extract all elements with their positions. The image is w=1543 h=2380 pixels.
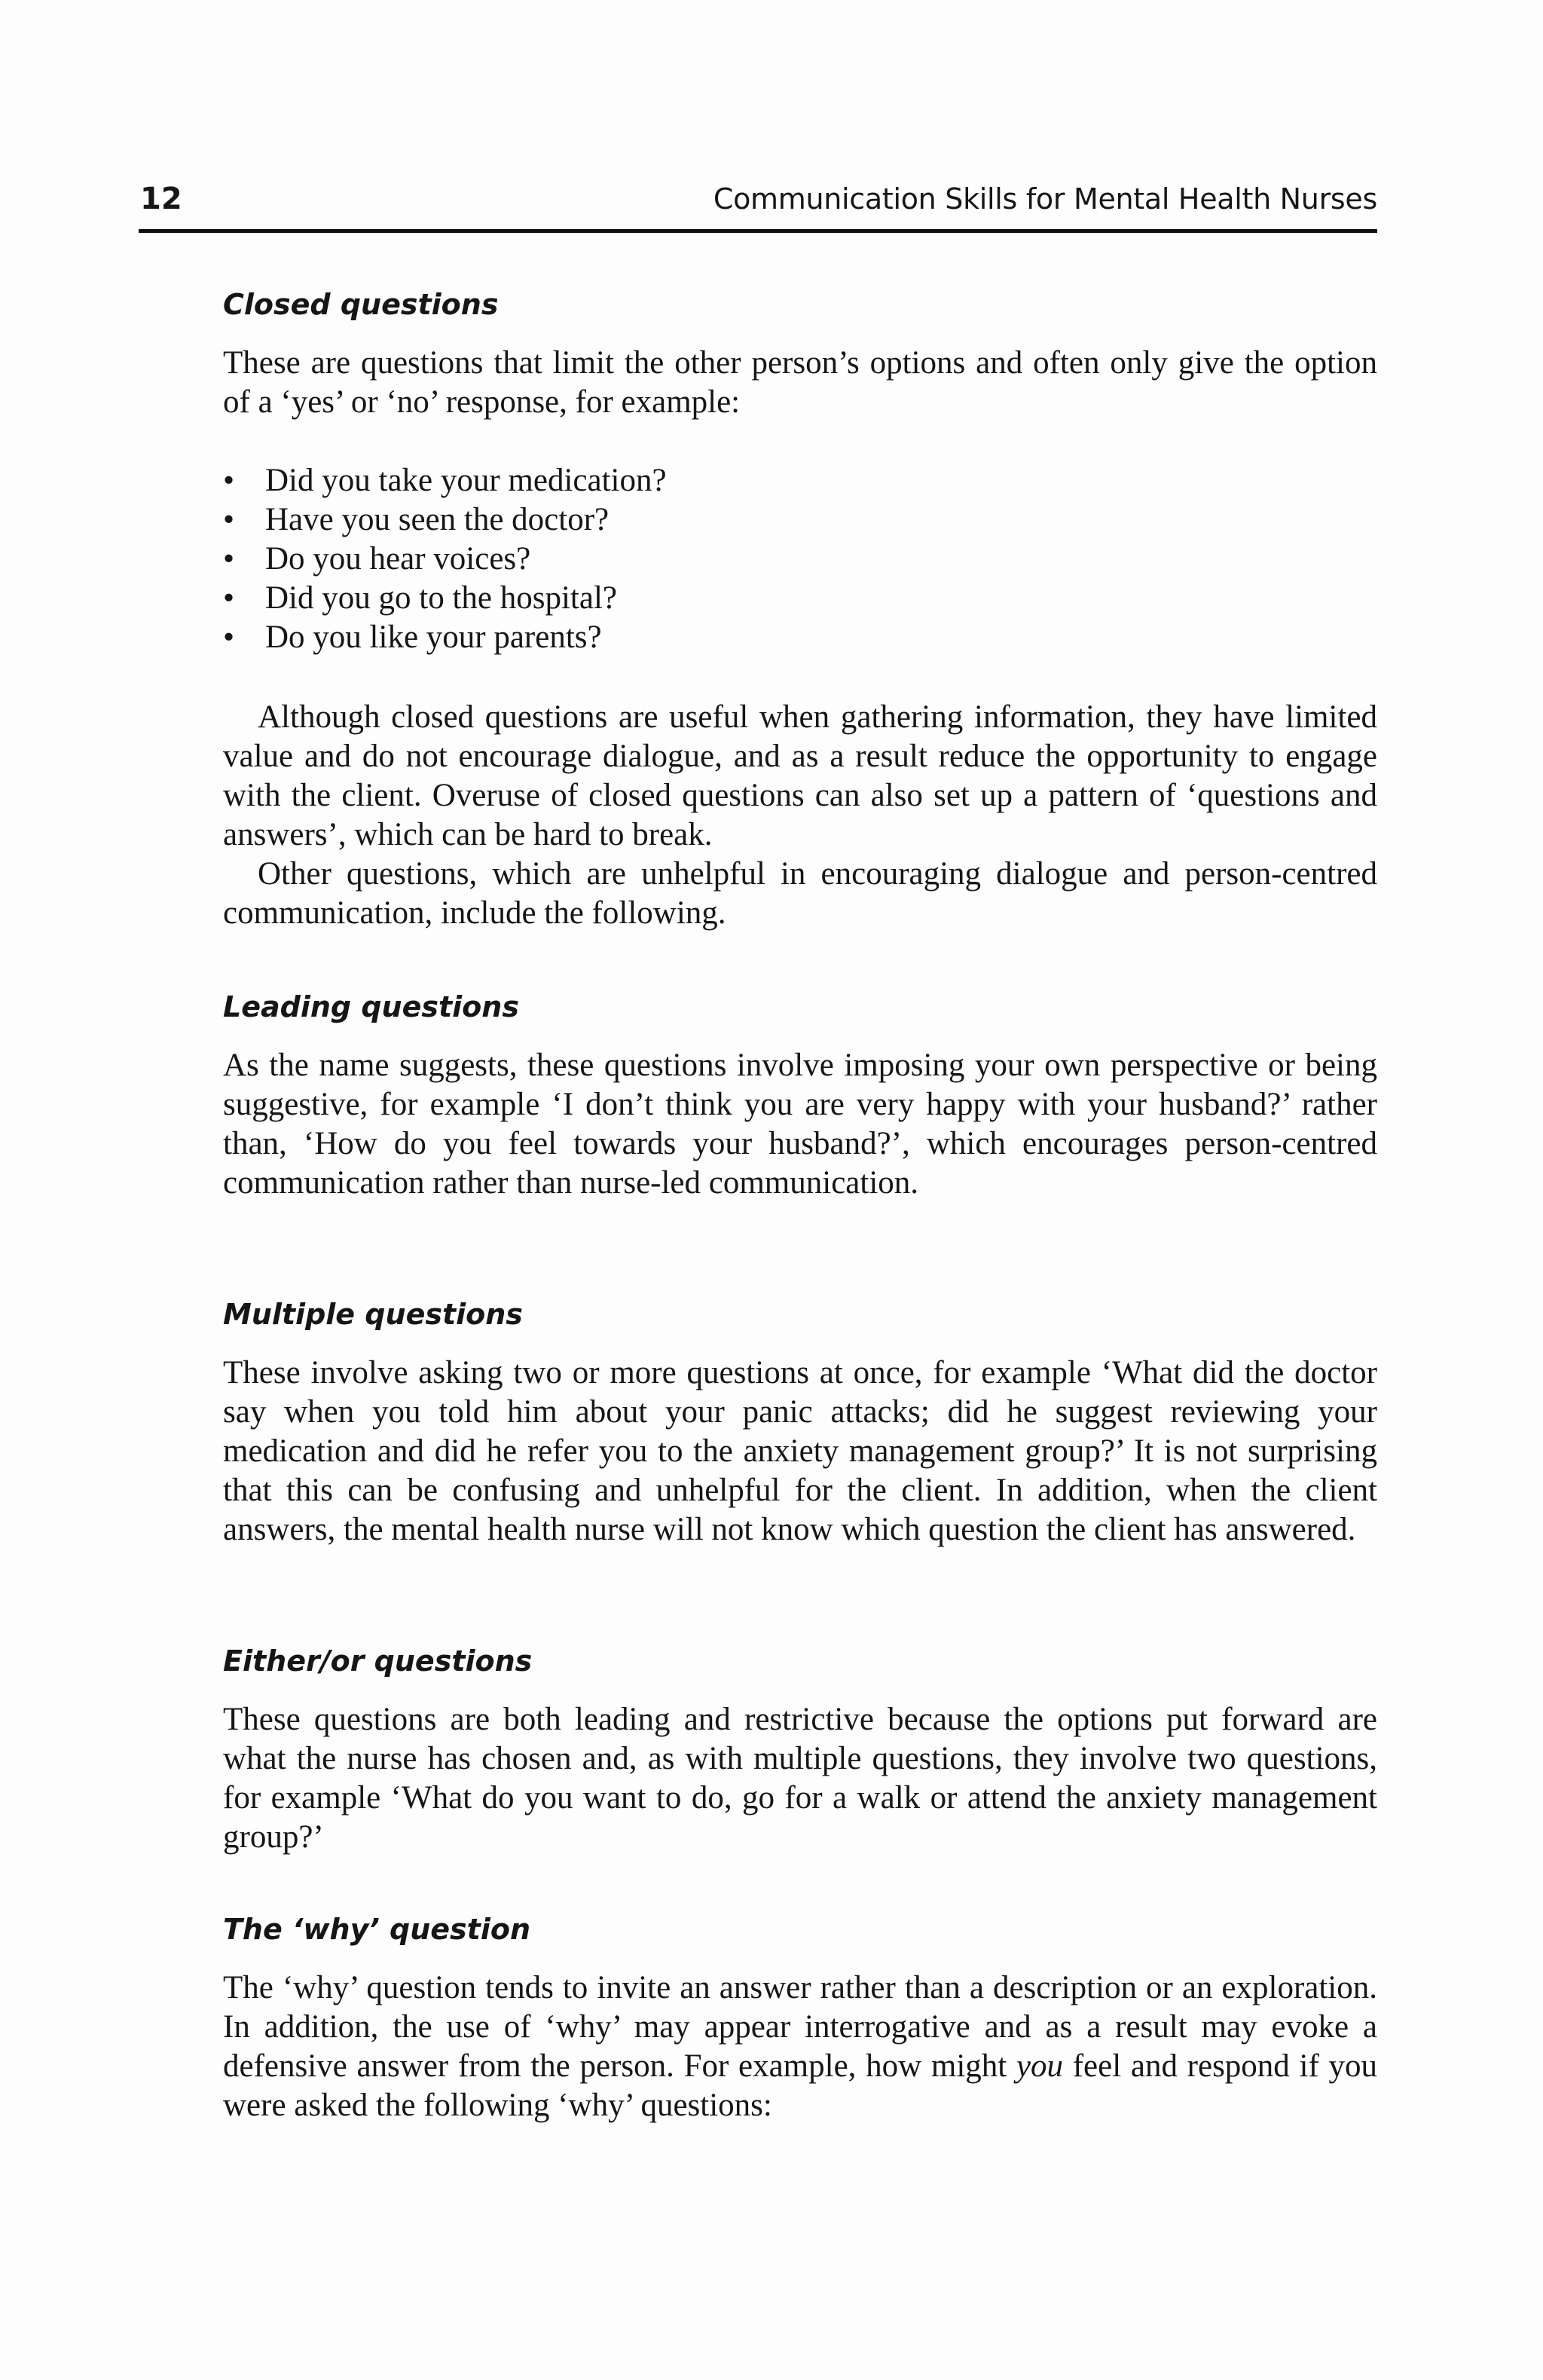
- list-item: • Do you hear voices?: [223, 540, 667, 579]
- page-number: 12: [140, 182, 182, 216]
- running-title: Communication Skills for Mental Health Nurses: [713, 182, 1377, 216]
- either-or-questions-body: These questions are both leading and restrictive because the options put forward are what the nurse has chosen and, as with multiple questions, they involve two questions, for example ‘What do you want to do, go for a walk or attend the anxiety management group?’: [223, 1702, 1377, 1855]
- leading-questions-body: As the name suggests, these questions involve imposing your own perspective or being suggestive, for example ‘I don’t think you are very happy with your husband?’ rather than, ‘How do you feel towards your husband?’, which encourages person-centred communication rather than nurse-led communication.: [223, 1048, 1377, 1201]
- list-item: • Do you like your parents?: [223, 618, 667, 657]
- heading-multiple-questions: Multiple questions: [223, 1298, 523, 1331]
- closed-questions-paragraph-1: Although closed questions are useful when gathering information, they have limited value and do not encourage dialogue, and as a result reduce the opportunity to engage with the client. Overuse of closed questions can also set up a pattern of ‘questions and answers’, which can be hard to break.: [223, 699, 1377, 852]
- heading-leading-questions: Leading questions: [223, 990, 519, 1023]
- heading-closed-questions: Closed questions: [223, 288, 499, 321]
- why-body-emphasis: you: [1016, 2048, 1064, 2084]
- why-body-start: The ‘why’ question tends to invite an answer rather than a description or an exploration. In addition, the use of ‘why’ may appear interrogative and as a result may evoke a defensive answer from the person. For example, how might: [223, 1970, 1377, 2084]
- why-question-body: [223, 1969, 1377, 2125]
- heading-either-or-questions: Either/or questions: [223, 1644, 533, 1678]
- closed-questions-paragraph-2: Other questions, which are unhelpful in encouraging dialogue and person-centred communication, include the following.: [223, 856, 1377, 931]
- header-rule: [139, 229, 1377, 233]
- why-body-end: feel and respond if you were asked the following ‘why’ questions:: [223, 2048, 1377, 2123]
- closed-questions-intro: These are questions that limit the other person’s options and often only give the option of a ‘yes’ or ‘no’ response, for example:: [223, 345, 1377, 420]
- list-item: • Have you seen the doctor?: [223, 500, 667, 540]
- multiple-questions-body: These involve asking two or more questions at once, for example ‘What did the doctor say when you told him about your panic attacks; did he suggest reviewing your medication and did he refer you to the anxiety management group?’ It is not surprising that this can be confusing and unhelpful for the client. In addition, when the client answers, the mental health nurse will not know which question the client has answered.: [223, 1355, 1377, 1547]
- heading-why-question: The ‘why’ question: [223, 1913, 530, 1946]
- list-item: • Did you go to the hospital?: [223, 579, 667, 618]
- list-item: • Did you take your medication?: [223, 461, 667, 500]
- closed-questions-examples: [223, 461, 667, 657]
- page-header: [139, 178, 1377, 226]
